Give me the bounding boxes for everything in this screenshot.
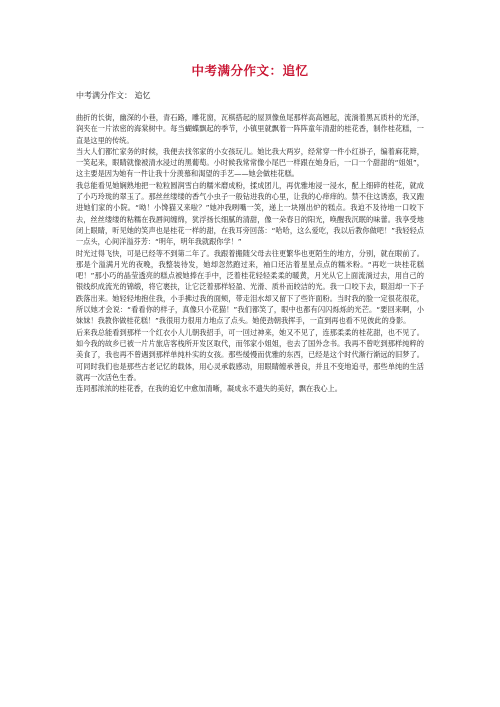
document-subtitle: 中考满分作文： 追忆 <box>76 91 151 100</box>
paragraph-2: 当大人们都忙家务的时候，我便去找邻家的小女孩玩儿。她比我大两岁，经常穿一件小红褂子，编着麻花辫，一笑起来，眼睛就像被清水浸过的黑葡萄。小时候我常常像小尾巴一样跟在她身后，一口一个甜甜的“姐姐”，这主要是因为她有一件让我十分羡慕和渴望的手艺——她会做桂花糕。 <box>76 146 424 179</box>
paragraph-5: 后来我总能看到那样一个红衣小人儿朝我招手，可一回过神来，她又不见了，连那柔柔的桂花甜，也不见了。如今我的故乡已被一片片旅店客栈所开发区取代，而邻家小姐姐，也去了国外念书。我再不曾吃到那样纯粹的美食了，我也再不曾遇到那样单纯朴实的女孩。那些缓慢而优雅的东西，已经是这个时代渐行渐远的旧梦了。可同时我们也是那些古老记忆的载体，用心灵承载感动，用眼睛缠承善良，并且不变地追寻，那些单纯的生活就再一次活色生香。 <box>76 327 424 382</box>
paragraph-3: 我总能看见她娴熟地把一粒粒圆润雪白的糯米磨成粉，揉成团儿，再优雅地浸一浸水，配上细碎的桂花，就成了小巧玲珑的翠玉了。那丝丝缕缕的香气小虫子一般钻进我的心里，让我的心痒痒的。禁不住这诱惑，我又跑进她们家的小院。“呦！小馋猫又来啦？”她冲我咧嘴一笑，递上一块刚出炉的糕点。我迫不及待地一口咬下去，丝丝缕缕的粘糯在我唇间缠绵，犹浮扬长细腻的清甜，像一朵春日的阳光，唤醒我沉眠的味蕾。我享受地闭上眼睛，听见她的笑声也是桂花一样的甜，在我耳旁回荡：“哈哈，这么爱吃，我以后教你做吧！”我轻轻点一点头，心间洋溢芬芳：“明年，明年我就跟你学！” <box>76 180 424 247</box>
paragraph-6: 连同那浓浓的桂花香，在我的追忆中愈加清晰，凝成永不遗失的美好，飘在我心上。 <box>76 384 342 394</box>
paragraph-4: 时光过得飞快，可是已经等不到第二年了。我跟着搬随父母去往更繁华也更陌生的地方，分别，就在眼前了。那是个溢满月光的夜晚，我整装待发，她却忽然跑过来，袖口还沾着星星点点的糯米粉。“再吃一块桂花糕吧！”那小巧的晶莹透亮的糕点被她捧在手中，泛着桂花轻轻柔柔的暖黄，月光从它上面流淌过去，用自己的银线织成流光的锦缎，将它裹扶，让它泛着那样轻盈、光滑、质朴而皎洁的光。我一口咬下去，眼泪却一下子跌落出来。她轻轻地抱住我，小手拂过我的面颊，带走泪水却又留下了些许面粉。当时我的脸一定很花很花，所以她才会说：“看看你的样子，真像只小花猫！”我们都笑了，眼中也都有闪闪烁烁的光芒。“要回来啊，小妹妹！我教你做桂花糕！”我很用力很用力地点了点头。她使劲朝我挥手，一直到再也看不见彼此的身影。 <box>76 248 424 326</box>
document-title: 中考满分作文：追忆 <box>191 63 309 78</box>
paragraph-1: 曲折的长街，幽深的小巷，青石路，雕花窗，瓦棋搭起的屋顶像鱼尾那样高高翘起，流淌着黑瓦质朴的光泽，润夹在一片浓密的海棠树中。每当蝴蝶飘起的季节，小镇里就飘着一阵阵童年清甜的桂花香，制作桂花糕，一直是这里的传统。 <box>76 113 424 145</box>
article-body <box>76 112 424 394</box>
